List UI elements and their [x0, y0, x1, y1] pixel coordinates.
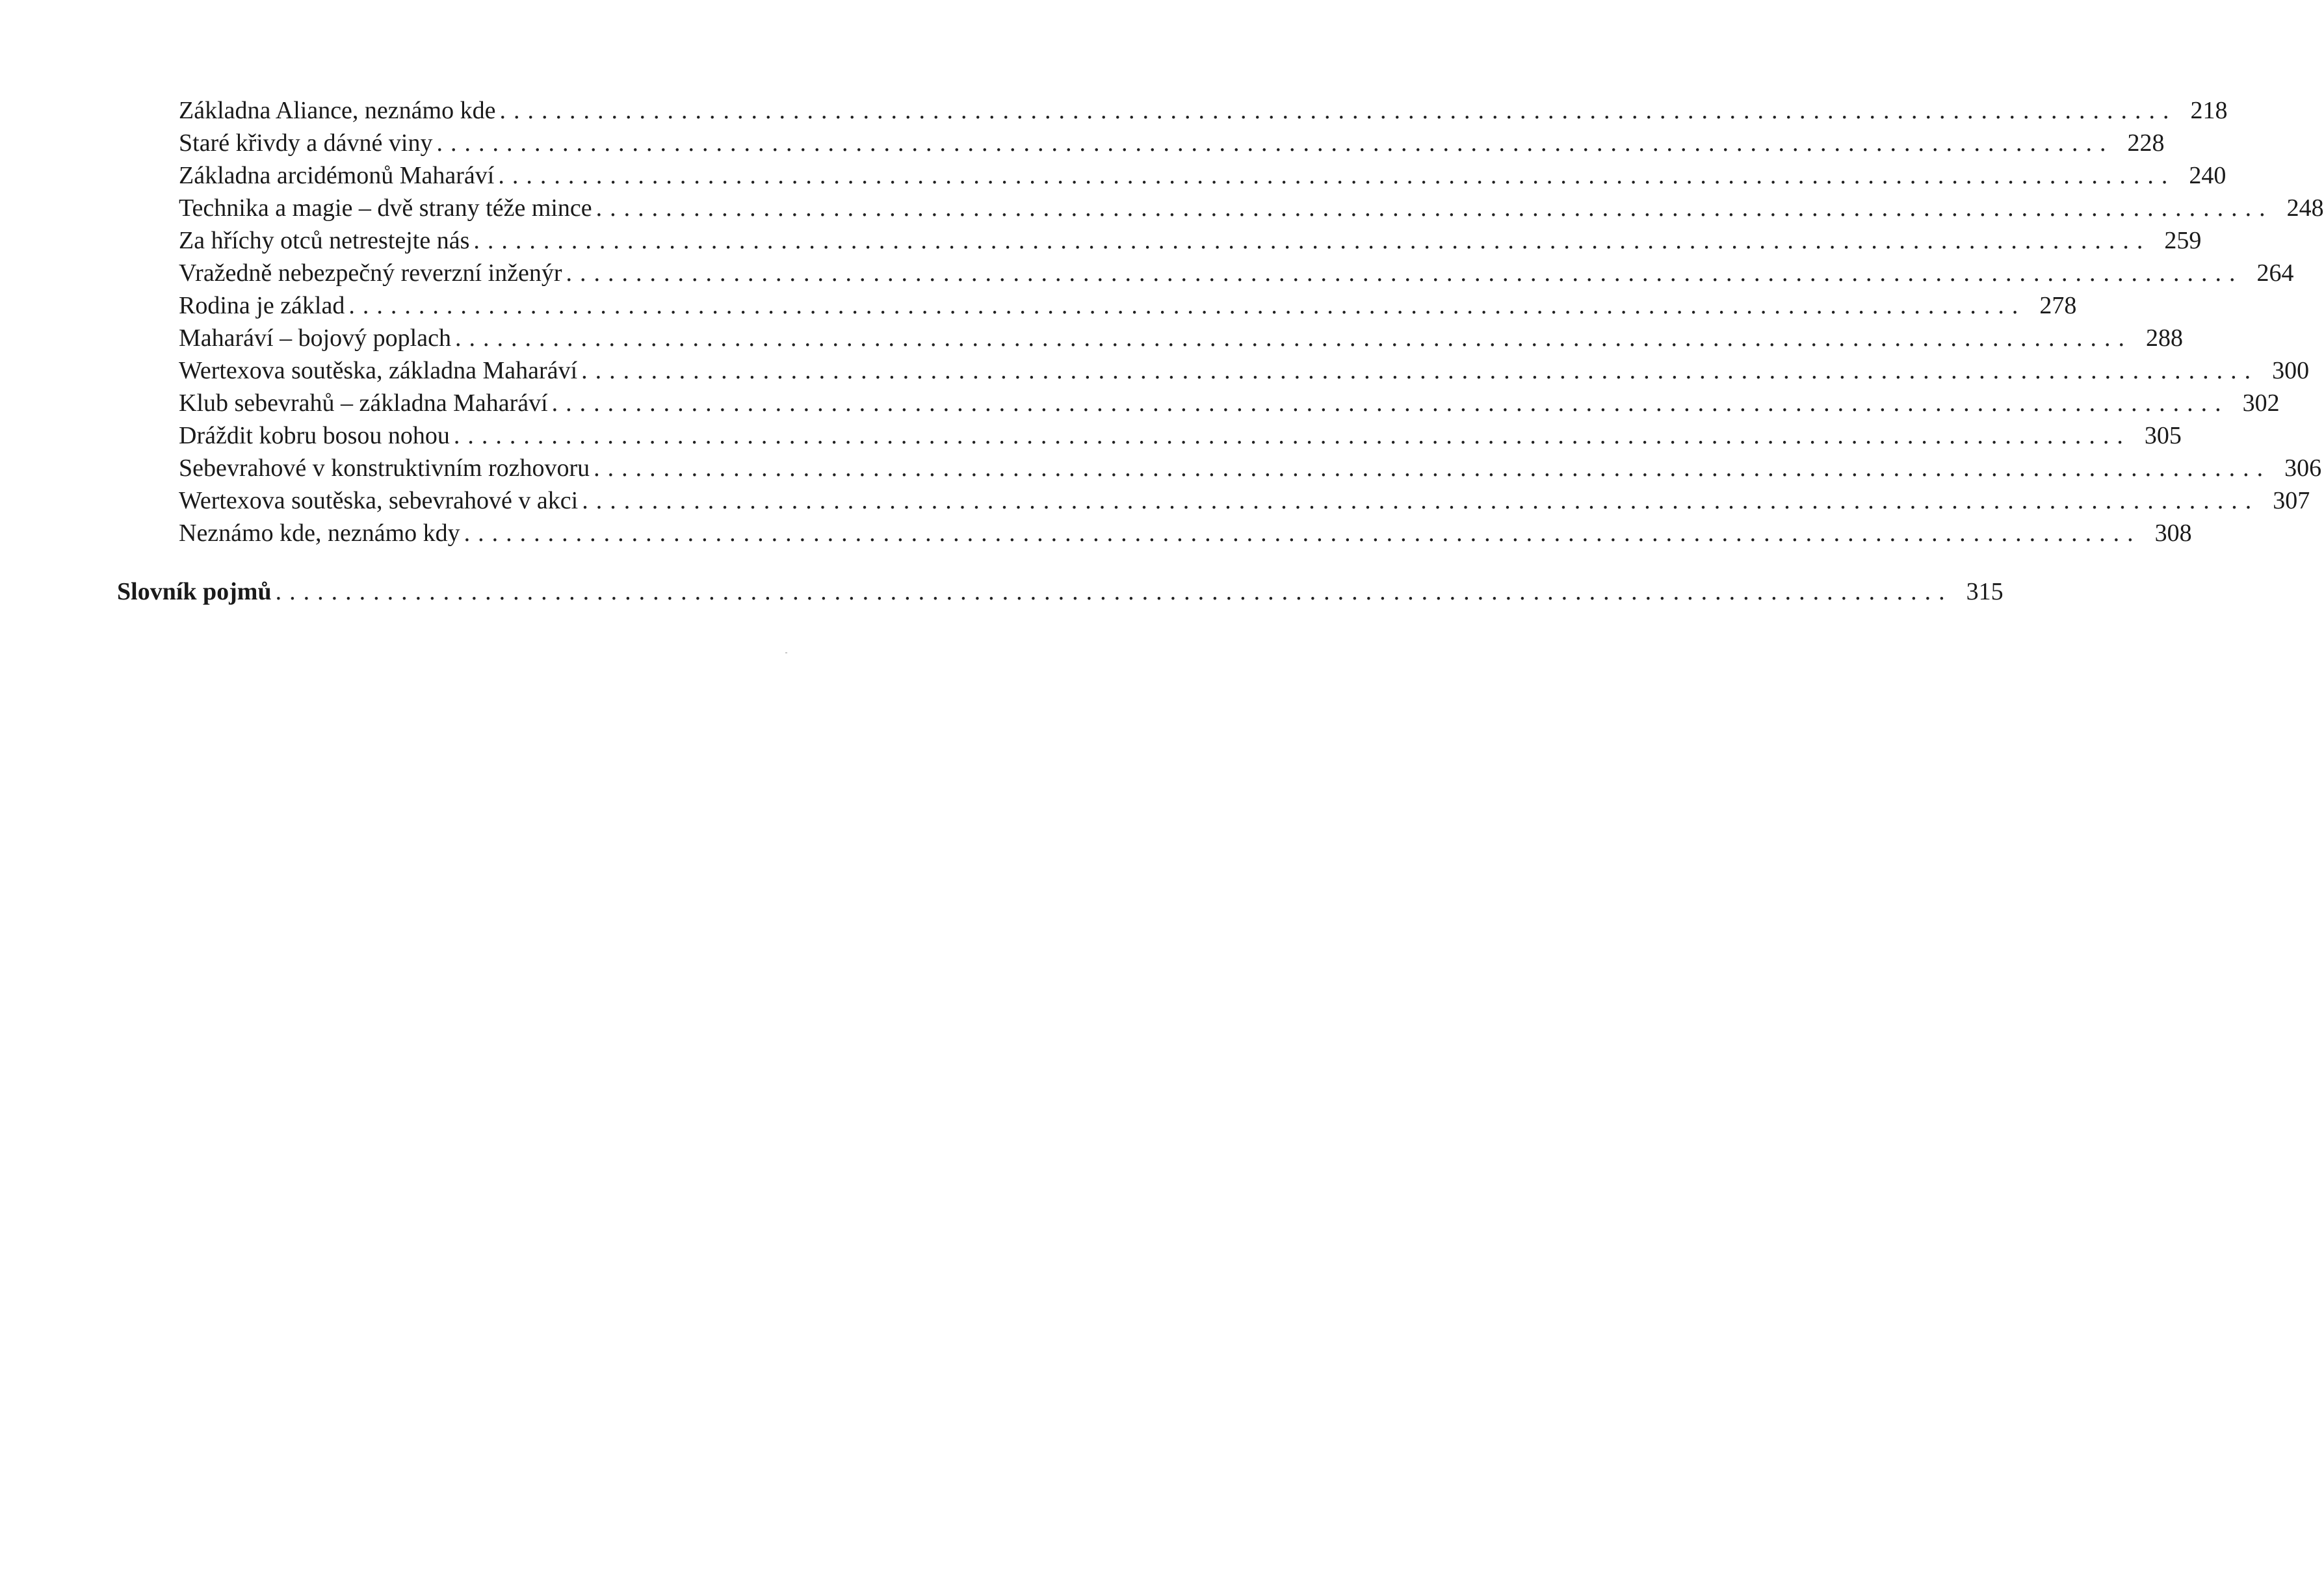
toc-entry: [179, 94, 2228, 127]
toc-entry-title: Wertexova soutěska, sebevrahové v akci: [179, 487, 579, 514]
dot-leader: ........................................................................................................................: [595, 194, 2273, 222]
toc-entry-page: 305: [2144, 422, 2182, 449]
toc-entry-page: 228: [2127, 129, 2165, 157]
toc-entry-title: Základna arcidémonů Maharáví: [179, 162, 495, 189]
dot-leader: ........................................................................................................................: [463, 519, 2141, 547]
toc-entry-title: Sebevrahové v konstruktivním rozhovoru: [179, 454, 590, 482]
dot-leader: ........................................................................................................................: [473, 227, 2151, 254]
dot-leader: ........................................................................................................................: [436, 129, 2114, 157]
toc-entry-title: Neznámo kde, neznámo kdy: [179, 519, 460, 547]
table-of-contents: [179, 94, 2324, 549]
toc-entry: [179, 257, 2294, 289]
toc-entry: [179, 452, 2322, 484]
toc-entry-page: 259: [2164, 227, 2202, 254]
toc-entry-title: Staré křivdy a dávné viny: [179, 129, 433, 157]
toc-entry: [179, 484, 2310, 517]
glossary-page: 315: [1966, 578, 2004, 605]
toc-entry-page: 307: [2273, 487, 2310, 514]
dot-leader: ........................................................................................................................: [551, 389, 2229, 417]
toc-entry-page: 264: [2256, 259, 2294, 287]
toc-entry: [179, 387, 2280, 419]
dot-leader: ........................................................................................................................: [499, 97, 2177, 124]
dot-leader: ........................................................................................................................: [582, 487, 2260, 514]
toc-entry: [179, 354, 2310, 387]
toc-entry-title: Klub sebevrahů – základna Maharáví: [179, 389, 548, 417]
toc-entry: [179, 517, 2192, 549]
toc-entry-glossary: [117, 572, 2004, 611]
toc-entry: [179, 192, 2324, 224]
toc-entry-title: Dráždit kobru bosou nohou: [179, 422, 450, 449]
toc-entry-title: Technika a magie – dvě strany téže mince: [179, 194, 592, 222]
dot-leader: ........................................................................................................................: [594, 454, 2271, 482]
dot-leader: ........................................................................................................................: [348, 292, 2026, 319]
toc-entry: [179, 224, 2202, 257]
toc-entry: [179, 419, 2182, 452]
glossary-section: [117, 572, 2004, 611]
toc-entry-page: 240: [2189, 162, 2226, 189]
toc-entry-page: 306: [2284, 454, 2322, 482]
dot-leader: ........................................................................................................................: [498, 162, 2176, 189]
dot-leader: ........................................................................................................................: [581, 357, 2259, 384]
toc-entry: [179, 127, 2165, 159]
dot-leader: ........................................................................................................................: [454, 324, 2132, 352]
toc-entry-title: Vražedně nebezpečný reverzní inženýr: [179, 259, 562, 287]
toc-entry-page: 300: [2272, 357, 2310, 384]
toc-entry-page: 248: [2286, 194, 2324, 222]
toc-entry-title: Rodina je základ: [179, 292, 345, 319]
toc-entry-page: 302: [2242, 389, 2280, 417]
toc-entry-page: 278: [2039, 292, 2077, 319]
dot-leader: ........................................................................................................................: [275, 578, 1953, 605]
toc-entry: [179, 322, 2183, 354]
toc-entry-page: 308: [2154, 519, 2192, 547]
paper-speck: [785, 652, 787, 653]
dot-leader: ........................................................................................................................: [453, 422, 2131, 449]
toc-entry-title: Základna Aliance, neznámo kde: [179, 97, 496, 124]
toc-entry-page: 288: [2145, 324, 2183, 352]
glossary-title: Slovník pojmů: [117, 578, 272, 605]
toc-entry: [179, 159, 2226, 192]
toc-entry-title: Maharáví – bojový poplach: [179, 324, 451, 352]
toc-entry-page: 218: [2190, 97, 2228, 124]
toc-entry: [179, 289, 2077, 322]
toc-entry-title: Wertexova soutěska, základna Maharáví: [179, 357, 578, 384]
dot-leader: ........................................................................................................................: [566, 259, 2243, 287]
toc-entry-title: Za hříchy otců netrestejte nás: [179, 227, 470, 254]
